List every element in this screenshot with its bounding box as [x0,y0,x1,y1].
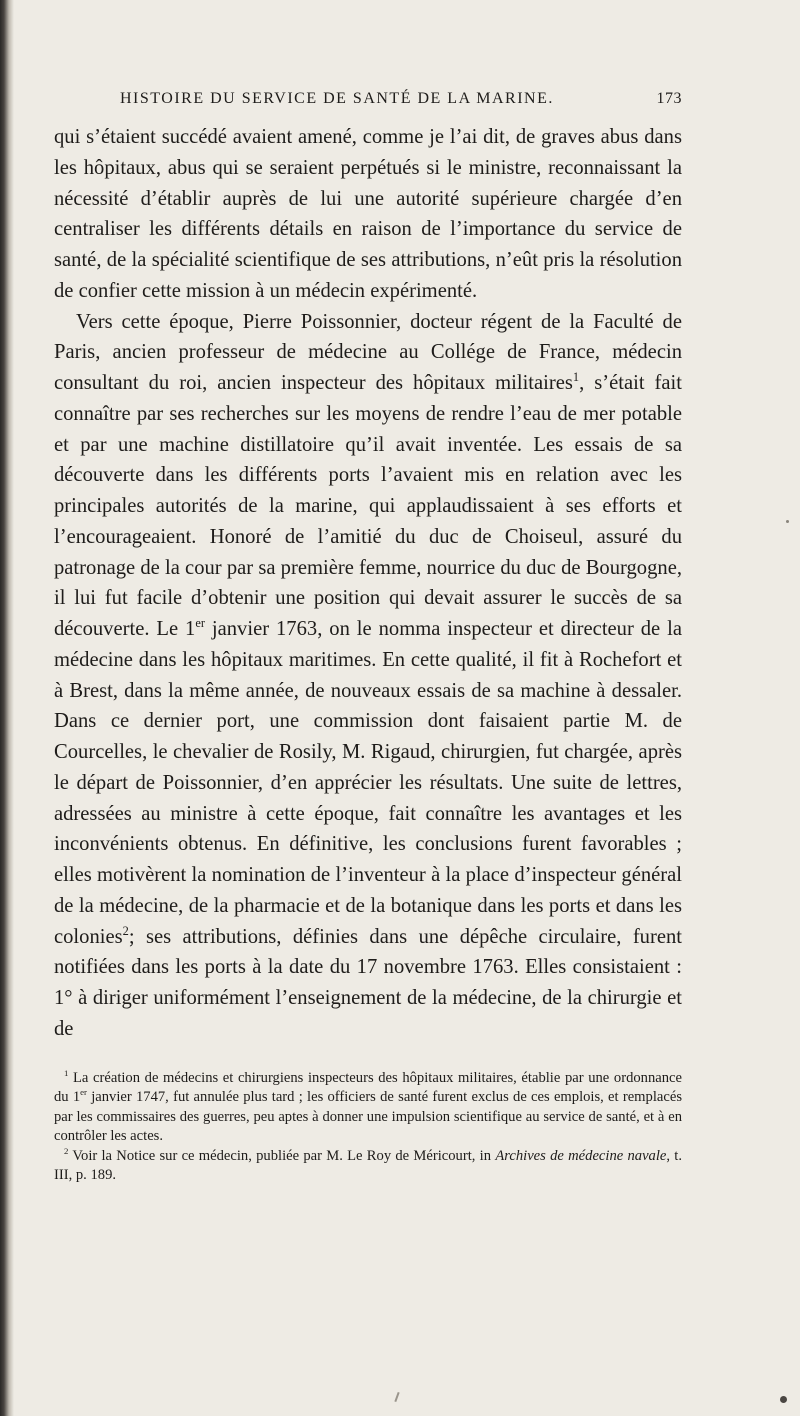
running-header [54,82,682,122]
page-number: 173 [656,90,682,107]
paragraph-2-part-3: janvier 1763, on le nomma inspecteur et directeur de la médecine dans les hôpitaux maritimes. En cette qualité, il fit à Rochefort et à Brest, dans la même année, de nouveaux essais de sa machine à dessaler. Dans ce dernier port, une commission dont faisaient partie M. de Courcelles, le chevalier de Rosily, M. Rigaud, chirurgien, fut chargée, après le départ de Poissonnier, d’en apprécier les résultats. Une suite de lettres, adressées au ministre à cette époque, fait connaître les avantages et les inconvénients obtenus. En définitive, les conclusions furent favorables ; elles motivèrent la nomination de l’inventeur à la place d’inspecteur général de la médecine, de la pharmacie et de la botanique dans les ports et dans les colonies [54,618,682,948]
paragraph-2 [54,307,682,1045]
footnote-ref-2: 2 [122,923,129,938]
binding-edge [0,0,14,1416]
book-page [54,82,682,1186]
paragraph-2-part-4: ; ses attributions, définies dans une dépêche circulaire, furent notifiées dans les ports à la date du 17 novembre 1763. Elles consistaient : 1° à diriger uniformément l’enseignement de la médecine, de la chirurgie et de [54,925,682,1040]
paragraph-2-part-2: , s’était fait connaître par ses recherches sur les moyens de rendre l’eau de mer potable et par une machine distillatoire qu’il avait inventée. Les essais de sa découverte dans les différents ports l’avaient mis en relation avec les principales autorités de la marine, qui applaudissaient à ses efforts et l’encourageaient. Honoré de l’amitié du duc de Choiseul, assuré du patronage de la cour par sa première femme, nourrice du duc de Bourgogne, il lui fut facile d’obtenir une position qui devait assurer le succès de sa découverte. Le 1 [54,372,682,640]
footnote-2-text-2: , t. III, p. 189. [54,1147,683,1184]
footnote-1-text-1: La création de médecins et chirurgiens inspecteurs des hôpitaux militaires, établie par une ordonnance du 1 [54,1069,682,1106]
footnote-1-text-2: janvier 1747, fut annulée plus tard ; les officiers de santé furent exclus de ces emplois, et remplacés par les commissaires des guerres, peu aptes à donner une impulsion scientifique au service de santé, et à en contrôler les actes. [54,1089,682,1145]
paragraph-1: qui s’étaient succédé avaient amené, comme je l’ai dit, de graves abus dans les hôpitaux, abus qui se seraient perpétués si le ministre, reconnaissant la nécessité d’établir auprès de lui une autorité supérieure chargée d’en centraliser les différents détails en raison de l’importance du service de santé, de la spécialité scientifique de ses attributions, n’eût pris la résolution de confier cette mission à un médecin expérimenté. [54,126,682,302]
scan-speck [780,1396,787,1403]
footnote-2-text-1: Voir la Notice sur ce médecin, publiée par M. Le Roy de Méricourt, in [68,1147,496,1164]
footnote-2-marker: 2 [64,1146,69,1157]
scan-speck [394,1392,399,1402]
footnote-2-journal: Archives de médecine navale [495,1147,667,1164]
ordinal-superscript: er [195,616,205,631]
footnotes [54,1069,682,1187]
footnote-1 [54,1069,682,1147]
body-text [54,122,682,1045]
footnote-1-marker: 1 [64,1067,69,1078]
running-title: HISTOIRE DU SERVICE DE SANTÉ DE LA MARINE. [120,90,554,107]
footnote-ref-1: 1 [572,370,580,385]
footnote-1-superscript: er [80,1087,87,1098]
footnote-2 [54,1147,682,1186]
scan-speck [786,520,789,523]
paragraph-2-part-1: Vers cette époque, Pierre Poissonnier, docteur régent de la Faculté de Paris, ancien professeur de médecine au Collége de France, médecin consultant du roi, ancien inspecteur des hôpitaux militaires [54,310,682,394]
